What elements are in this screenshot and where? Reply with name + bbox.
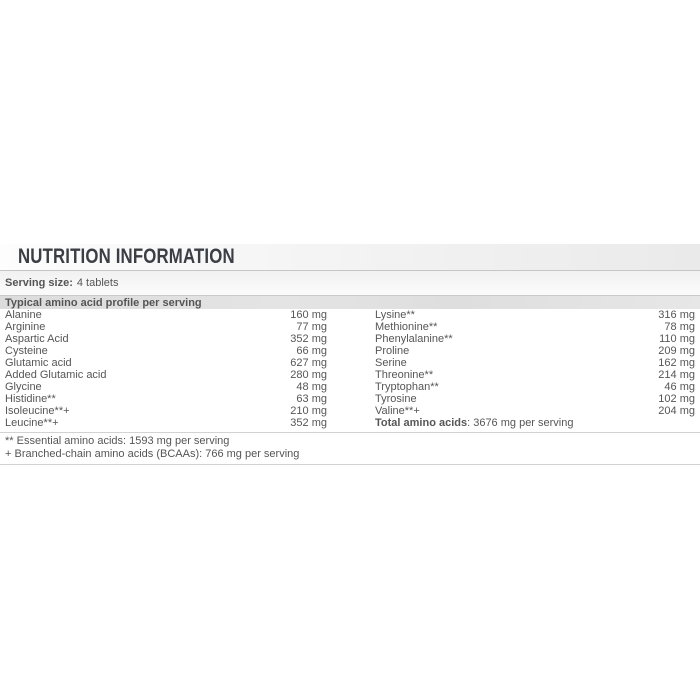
amino-table-right-column [350, 309, 700, 429]
amino-name: Alanine [5, 309, 42, 321]
footnote-line: ** Essential amino acids: 1593 mg per serving [5, 435, 230, 447]
profile-header-label: Typical amino acid profile per serving [5, 296, 202, 309]
amino-amount: 48 mg [296, 381, 327, 393]
nutrition-title-bar [0, 244, 700, 270]
serving-size-label: Serving size: [5, 277, 73, 289]
amino-table-left-column [0, 309, 350, 429]
amino-name: Proline [375, 345, 410, 357]
amino-amount: 78 mg [664, 321, 695, 333]
amino-right-rows [350, 309, 700, 417]
amino-row [350, 405, 700, 417]
amino-amount: 46 mg [664, 381, 695, 393]
amino-amount: 316 mg [658, 309, 695, 321]
amino-name: Phenylalanine** [375, 333, 453, 345]
amino-row [350, 357, 700, 369]
amino-amount: 204 mg [658, 405, 695, 417]
amino-row [0, 393, 350, 405]
amino-row [0, 333, 350, 345]
amino-name: Tyrosine [375, 393, 417, 405]
total-amino-acids-value: : 3676 mg per serving [467, 417, 574, 429]
total-amino-acids-row [350, 417, 700, 429]
serving-size-row [0, 270, 700, 295]
amino-amount: 77 mg [296, 321, 327, 333]
amino-name: Lysine** [375, 309, 415, 321]
amino-name: Added Glutamic acid [5, 369, 107, 381]
total-amino-acids-label: Total amino acids [375, 417, 468, 429]
serving-size-value: 4 tablets [76, 277, 119, 289]
amino-row [0, 345, 350, 357]
amino-amount: 210 mg [290, 405, 327, 417]
footnote-line: + Branched-chain amino acids (BCAAs): 766 mg per serving [5, 448, 300, 460]
amino-row [350, 345, 700, 357]
amino-amount: 162 mg [658, 357, 695, 369]
amino-amount: 209 mg [658, 345, 695, 357]
amino-row [0, 381, 350, 393]
amino-row [350, 369, 700, 381]
amino-name: Isoleucine**+ [5, 405, 70, 417]
amino-amount: 102 mg [658, 393, 695, 405]
amino-amount: 66 mg [296, 345, 327, 357]
amino-amount: 110 mg [659, 333, 695, 345]
amino-row [350, 393, 700, 405]
amino-row [0, 405, 350, 417]
nutrition-information-panel [0, 244, 700, 465]
amino-name: Histidine** [5, 393, 56, 405]
amino-amount: 160 mg [290, 309, 327, 321]
amino-row [350, 309, 700, 321]
amino-row [350, 321, 700, 333]
amino-name: Glycine [5, 381, 42, 393]
amino-row [350, 333, 700, 345]
amino-row [0, 357, 350, 369]
amino-name: Serine [375, 357, 407, 369]
amino-name: Valine**+ [375, 405, 420, 417]
amino-name: Glutamic acid [5, 357, 72, 369]
amino-acid-table [0, 309, 700, 429]
amino-row [0, 321, 350, 333]
amino-name: Arginine [5, 321, 46, 333]
amino-amount: 280 mg [290, 369, 327, 381]
amino-row [0, 309, 350, 321]
amino-amount: 627 mg [290, 357, 327, 369]
amino-name: Methionine** [375, 321, 438, 333]
amino-row [350, 381, 700, 393]
amino-row [0, 417, 350, 429]
amino-amount: 214 mg [658, 369, 695, 381]
amino-name: Threonine** [375, 369, 434, 381]
amino-name: Aspartic Acid [5, 333, 69, 345]
amino-name: Tryptophan** [375, 381, 439, 393]
amino-row [0, 369, 350, 381]
amino-amount: 63 mg [296, 393, 327, 405]
profile-header-row [0, 295, 700, 309]
amino-amount: 352 mg [290, 417, 327, 429]
amino-name: Leucine**+ [5, 417, 59, 429]
amino-name: Cysteine [5, 345, 48, 357]
nutrition-title: NUTRITION INFORMATION [18, 245, 235, 268]
footnotes-block [0, 432, 700, 465]
amino-amount: 352 mg [290, 333, 327, 345]
